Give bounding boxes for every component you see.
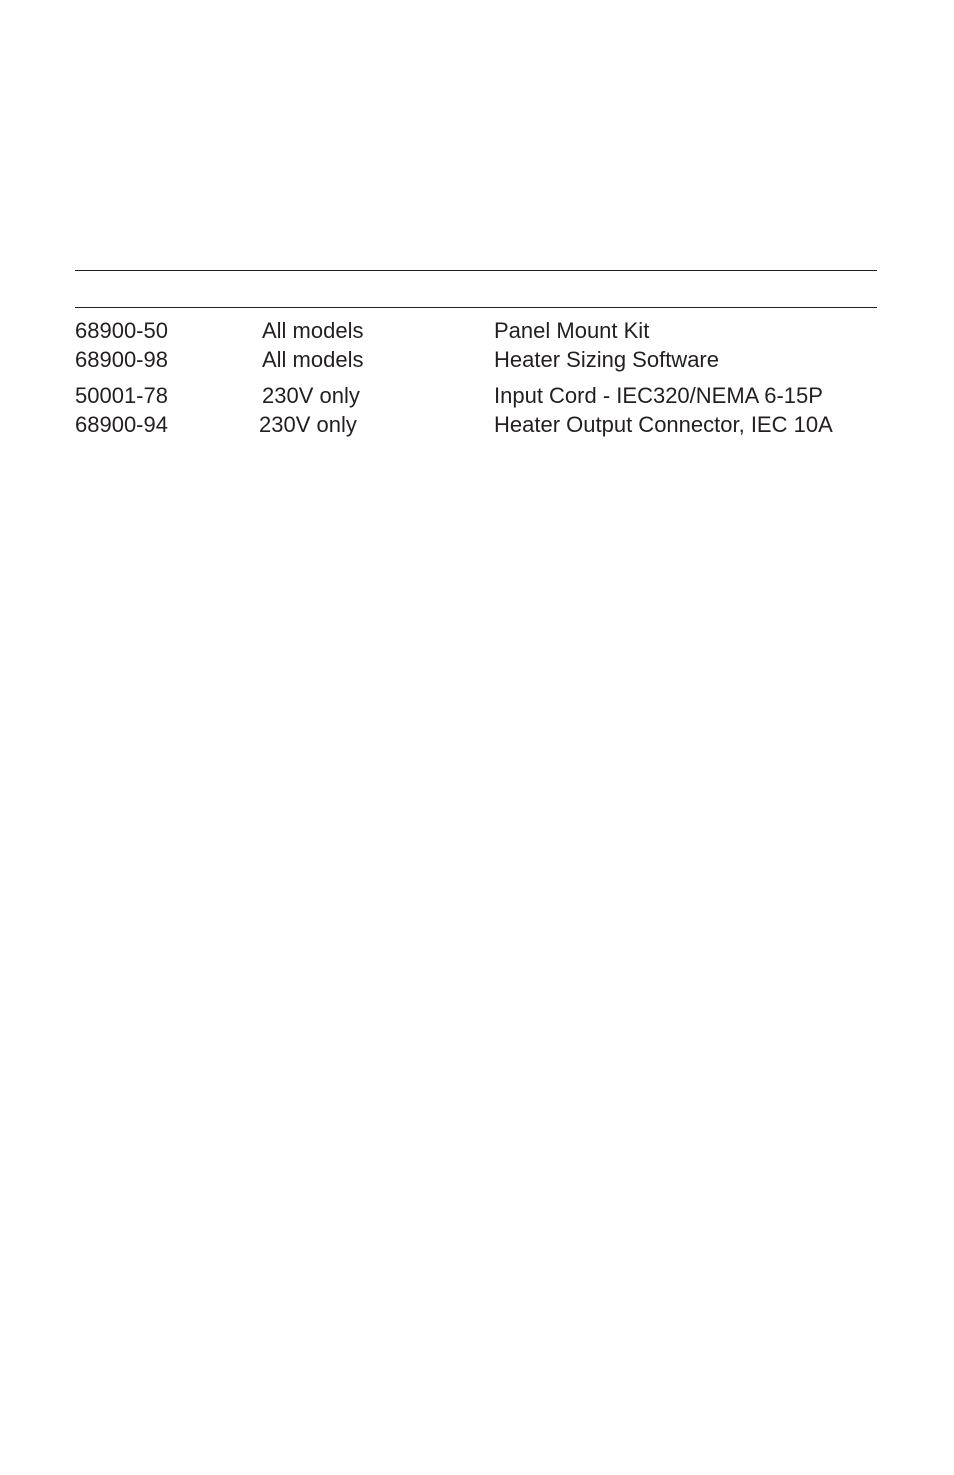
table-top-rule (75, 270, 877, 271)
accessories-table (75, 316, 877, 439)
part-number: 50001-78 (75, 383, 168, 408)
table-row (75, 410, 877, 439)
applicable-models: 230V only (262, 383, 360, 408)
part-description: Panel Mount Kit (494, 318, 650, 343)
applicable-models: All models (262, 318, 364, 343)
table-row (75, 345, 877, 374)
part-description: Heater Output Connector, IEC 10A (494, 412, 833, 437)
part-description: Input Cord - IEC320/NEMA 6-15P (494, 383, 823, 408)
part-description: Heater Sizing Software (494, 347, 719, 372)
table-row (75, 381, 877, 410)
part-number: 68900-50 (75, 318, 168, 343)
applicable-models: 230V only (259, 412, 357, 437)
part-number: 68900-94 (75, 412, 168, 437)
table-header-rule (75, 307, 877, 308)
applicable-models: All models (262, 347, 364, 372)
table-row (75, 316, 877, 345)
part-number: 68900-98 (75, 347, 168, 372)
